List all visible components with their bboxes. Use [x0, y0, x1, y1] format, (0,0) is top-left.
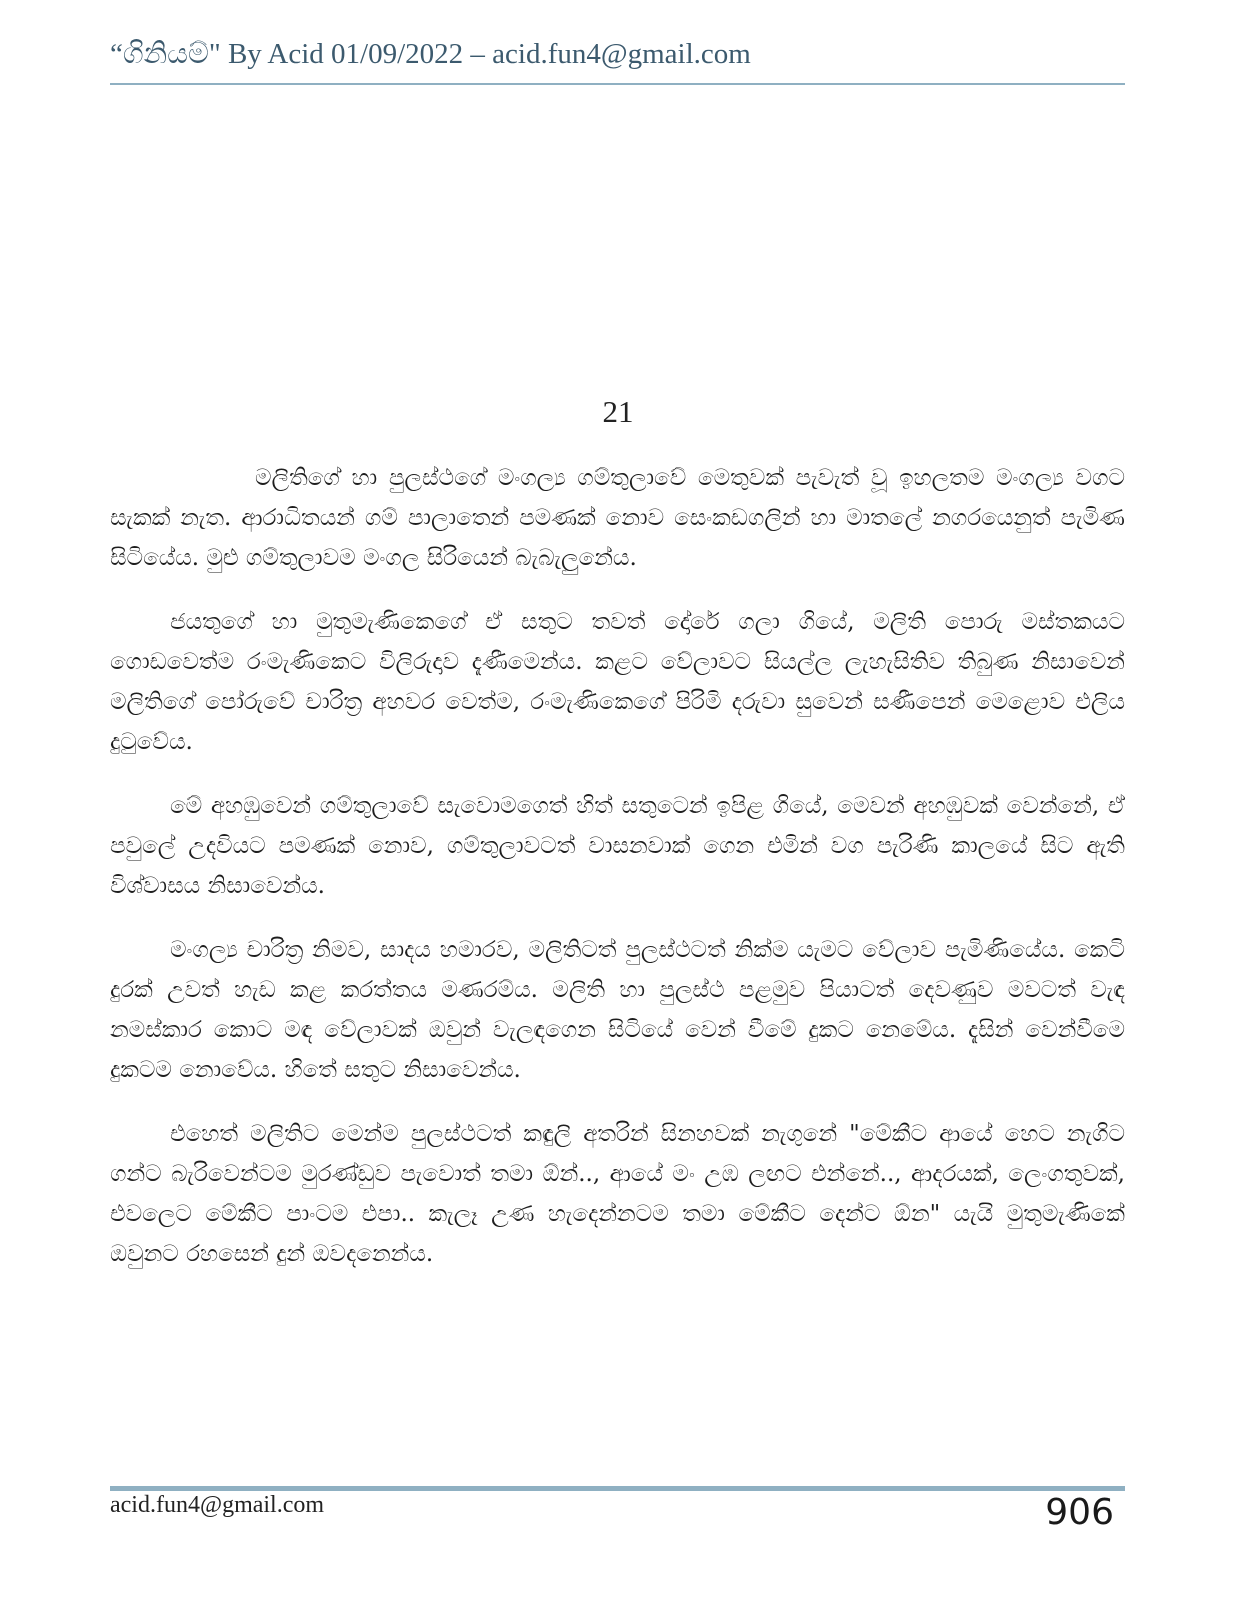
- paragraph: මංගල්‍ය චාරිත්‍ර නිමව, සාදය හමාරව, මලිතිටත් පුලස්ථටත් නික්ම යැමට වේලාව පැමිණියේය. කෙටි දුරක් උවත් හැඩ කළ කරත්තය මණරම්ය. මලිති හා පුලස්ථ පළමුව පියාටත් දෙවණුව මවටත් වැඳ නමස්කාර කොට මඳ වේලාවක් ඔවුන් වැලඳගෙන සිටියේ වෙන් වීමේ දුකට නෙමේය. දැසින් වෙන්වීමෙ දුකටම නොවේය. හිතේ සතුට නිසාවෙන්ය.: [110, 937, 1125, 1083]
- footer-divider: [110, 1486, 1125, 1491]
- header-divider: [110, 83, 1125, 85]
- chapter-number: 21: [602, 394, 634, 429]
- chapter-body: [110, 458, 1125, 1298]
- footer-email: acid.fun4@gmail.com: [110, 1492, 325, 1518]
- running-header: “ගිනියම්" By Acid 01/09/2022 – acid.fun4@gmail.com: [110, 38, 751, 70]
- paragraph: මලිතිගේ හා පුලස්ථගේ මංගල්‍ය ගම්තුලාවේ මෙතුවක් පැවැත් වූ ඉහලතම මංගල්‍ය වගට සැකක් නැත. ආරාධිතයන් ගම් පාලාතෙන් පමණක් නොව සෙංකඩගලින් හා මාතලේ නගරයෙනුත් පැමිණ සිටියේය. මුළු ගම්තුලාවම මංගල සිරියෙන් බැබැලුනේය.: [110, 465, 1125, 571]
- paragraph: මේ අහඹුවෙන් ගම්තුලාවේ සැවොමගෙත් හිත් සතුටෙන් ඉපිළ ගියේ, මෙවන් අහඹුවක් වෙන්නේ, ඒ පවුලේ උදවියට පමණක් නොව, ගම්තුලාවටත් වාසනවාක් ගෙන එමින් වග පැරිණි කාලයේ සිට ඇති විශ්වාසය නිසාවෙන්ය.: [110, 793, 1125, 899]
- page-number: 906: [1045, 1492, 1114, 1533]
- paragraph: ජයතුගේ හා මුතුමැණිකෙගේ ඒ සතුට තවත් දෝරේ ගලා ගියේ, මලිති පොරු මස්තකයට ගොඩවෙත්ම රංමැණිකෙට විලිරුදාව දැණීමෙන්ය. කළට වේලාවට සියල්ල ලැහැසිතිව තිබුණ නිසාවෙන් මලිතිගේ පෝරුවේ චාරිත්‍ර අහවර වෙත්ම, රංමැණිකෙගේ පිරිමි දරුවා සුවෙන් සණීපෙන් මෙළොව එලිය දුටුවේය.: [110, 609, 1125, 755]
- paragraph: එහෙත් මලිතිට මෙන්ම පුලස්ථටත් කඳුලි අතරින් සිනහවක් නැගුනේ "මේකීට ආයේ හෙට නැගිට ගන්ට බැරිවෙන්ටම මුරණ්ඩුව පැවොත් තමා ඕන්.., ආයේ මං උඹ ලඟට එන්නේ.., ආදරයක්, ලෙංගතුවක්, එවලෙට මේකීට පාංටම එපා.. කැලෑ උණ හැදෙන්නටම තමා මේකීට දෙන්ට ඕන" යැයි මුතුමැණිකේ ඔවුනට රහසෙන් දුන් ඔවදනෙන්ය.: [110, 1121, 1125, 1267]
